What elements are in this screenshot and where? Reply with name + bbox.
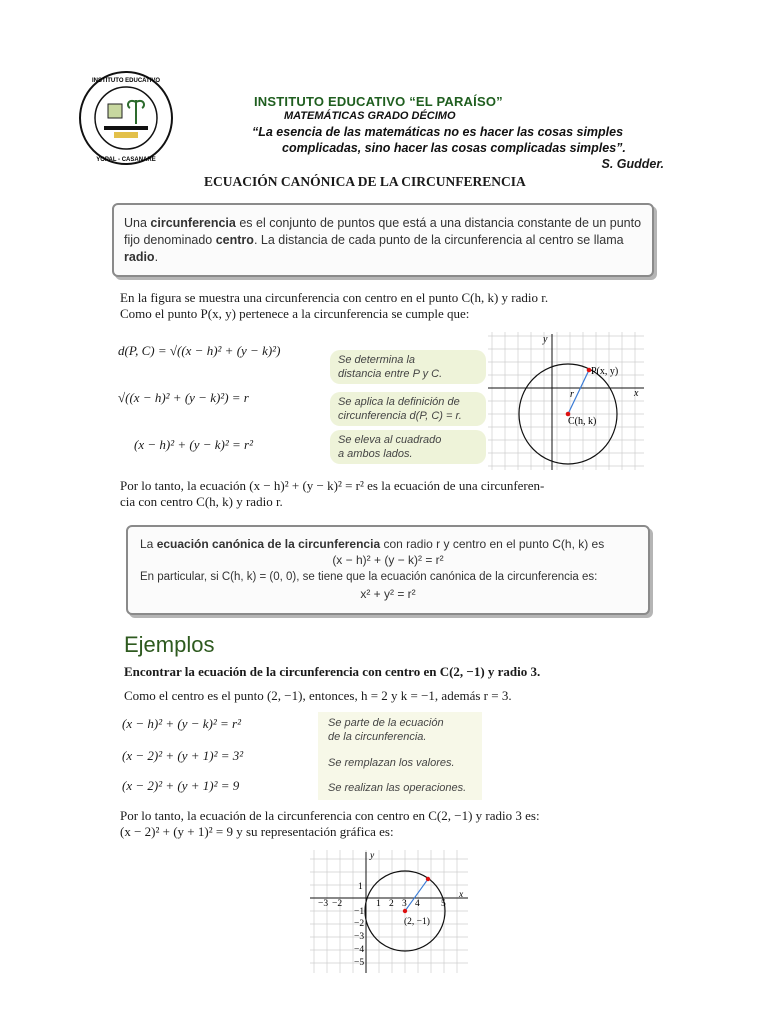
conclusion-paragraph bbox=[120, 478, 660, 510]
example-problem: Encontrar la ecuación de la circunferencia con centro en C(2, −1) y radio 3. bbox=[124, 664, 541, 679]
y-tick-label: −5 bbox=[354, 958, 365, 968]
result-line-2: (x − 2)² + (y + 1)² = 9 y su representación gráfica es: bbox=[120, 824, 394, 839]
intro-line-2: Como el punto P(x, y) pertenece a la circunferencia se cumple que: bbox=[120, 306, 470, 321]
example-eq-1: (x − h)² + (y − k)² = r² bbox=[122, 716, 241, 731]
text-span: La bbox=[140, 537, 157, 551]
svg-text:INSTITUTO EDUCATIVO: INSTITUTO EDUCATIVO bbox=[91, 78, 161, 84]
label-radius: r bbox=[570, 389, 574, 400]
header-quote bbox=[252, 124, 664, 156]
derivation-eq-2: √((x − h)² + (y − k)²) = r bbox=[118, 390, 249, 405]
x-tick-label: 5 bbox=[441, 899, 446, 909]
definition-term-circunferencia: circunferencia bbox=[150, 216, 236, 230]
example-note-2: Se remplazan los valores. bbox=[328, 757, 455, 769]
center-label: (2, −1) bbox=[404, 917, 430, 927]
definition-part: . La distancia de cada punto de la circunferencia al centro se llama bbox=[253, 233, 624, 247]
axis-label-y: y bbox=[543, 334, 548, 345]
example-setup: Como el centro es el punto (2, −1), entonces, h = 2 y k = −1, además r = 3. bbox=[124, 688, 512, 703]
note-line: Se aplica la definición de bbox=[338, 396, 460, 408]
subject-grade: MATEMÁTICAS GRADO DÉCIMO bbox=[284, 110, 456, 122]
definition-text bbox=[124, 215, 644, 266]
examples-heading: Ejemplos bbox=[124, 632, 215, 657]
result-line-1: Por lo tanto, la ecuación de la circunferencia con centro en C(2, −1) y radio 3 es: bbox=[120, 808, 540, 823]
intro-paragraph bbox=[120, 290, 660, 322]
y-tick-label: 1 bbox=[358, 882, 363, 892]
derivation-eq-1: d(P, C) = √((x − h)² + (y − k)²) bbox=[118, 343, 281, 358]
note-line: a ambos lados. bbox=[338, 448, 413, 460]
definition-term-radio: radio bbox=[124, 250, 155, 264]
y-tick-label: −2 bbox=[354, 919, 365, 929]
canonical-line-1 bbox=[140, 537, 640, 551]
x-tick-label: −2 bbox=[332, 899, 343, 909]
note-line: distancia entre P y C. bbox=[338, 368, 443, 380]
note-line: Se parte de la ecuación bbox=[328, 717, 444, 729]
x-tick-label: 4 bbox=[415, 899, 420, 909]
note-line: Se determina la bbox=[338, 354, 416, 366]
school-seal-logo bbox=[78, 70, 174, 166]
derivation-note-2 bbox=[330, 392, 486, 426]
conclusion-line-2: cia con centro C(h, k) y radio r. bbox=[120, 494, 283, 509]
x-tick-label: −3 bbox=[318, 899, 329, 909]
center-point bbox=[403, 909, 407, 913]
note-line: circunferencia d(P, C) = r. bbox=[338, 410, 462, 422]
x-tick-label: 3 bbox=[402, 899, 407, 909]
definition-part: . bbox=[154, 250, 159, 264]
document-title: ECUACIÓN CANÓNICA DE LA CIRCUNFERENCIA bbox=[204, 174, 526, 189]
derivation-note-1 bbox=[330, 350, 486, 384]
example-note-1 bbox=[328, 716, 444, 744]
circle-figure-example bbox=[310, 850, 470, 975]
label-center: C(h, k) bbox=[568, 416, 597, 427]
axis-label-x: x bbox=[459, 890, 464, 900]
intro-line-1: En la figura se muestra una circunferencia con centro en el punto C(h, k) y radio r. bbox=[120, 290, 549, 305]
quote-author: S. Gudder. bbox=[601, 157, 664, 171]
conclusion-line-1: Por lo tanto, la ecuación (x − h)² + (y − k)² = r² es la ecuación de una circunferen- bbox=[120, 478, 545, 493]
canonical-equation-box bbox=[126, 525, 650, 615]
derivation-eq-3: (x − h)² + (y − k)² = r² bbox=[134, 437, 253, 452]
svg-text:YOPAL - CASANARE: YOPAL - CASANARE bbox=[96, 157, 156, 163]
point-on-circle bbox=[426, 877, 430, 881]
example-eq-2: (x − 2)² + (y + 1)² = 3² bbox=[122, 748, 244, 763]
axis-label-y: y bbox=[370, 851, 375, 861]
note-line: de la circunferencia. bbox=[328, 731, 427, 743]
y-tick-label: −1 bbox=[354, 907, 365, 917]
canonical-term: ecuación canónica de la circunferencia bbox=[156, 537, 381, 551]
axis-label-x: x bbox=[634, 388, 639, 399]
canonical-equation: (x − h)² + (y − k)² = r² bbox=[332, 553, 444, 567]
canonical-origin-equation: x² + y² = r² bbox=[360, 587, 416, 601]
institution-name: INSTITUTO EDUCATIVO “EL PARAÍSO” bbox=[254, 94, 503, 109]
text-span: con radio r y centro en el punto C(h, k) es bbox=[380, 537, 605, 551]
label-point-p: P(x, y) bbox=[591, 366, 619, 377]
example-result bbox=[120, 808, 660, 840]
x-tick-label: 2 bbox=[389, 899, 394, 909]
quote-line-2: complicadas, sino hacer las cosas complicadas simples”. bbox=[282, 141, 626, 155]
example-note-3: Se realizan las operaciones. bbox=[328, 782, 467, 794]
quote-line-1: “La esencia de las matemáticas no es hacer las cosas simples bbox=[252, 125, 624, 139]
derivation-note-3 bbox=[330, 430, 486, 464]
y-tick-label: −4 bbox=[354, 945, 365, 955]
example-eq-3: (x − 2)² + (y + 1)² = 9 bbox=[122, 778, 240, 793]
circle-figure-general bbox=[488, 332, 648, 472]
note-line: Se eleva al cuadrado bbox=[338, 434, 442, 446]
definition-part: Una bbox=[124, 216, 151, 230]
x-tick-label: 1 bbox=[376, 899, 381, 909]
canonical-line-3: En particular, si C(h, k) = (0, 0), se tiene que la ecuación canónica de la circunferencia es: bbox=[140, 571, 598, 583]
definition-part: es el conjunto de puntos que está a una distancia constante de un punto fijo denominado bbox=[124, 216, 642, 247]
y-tick-label: −3 bbox=[354, 932, 365, 942]
definition-box bbox=[112, 203, 654, 277]
definition-term-centro: centro bbox=[215, 233, 254, 247]
